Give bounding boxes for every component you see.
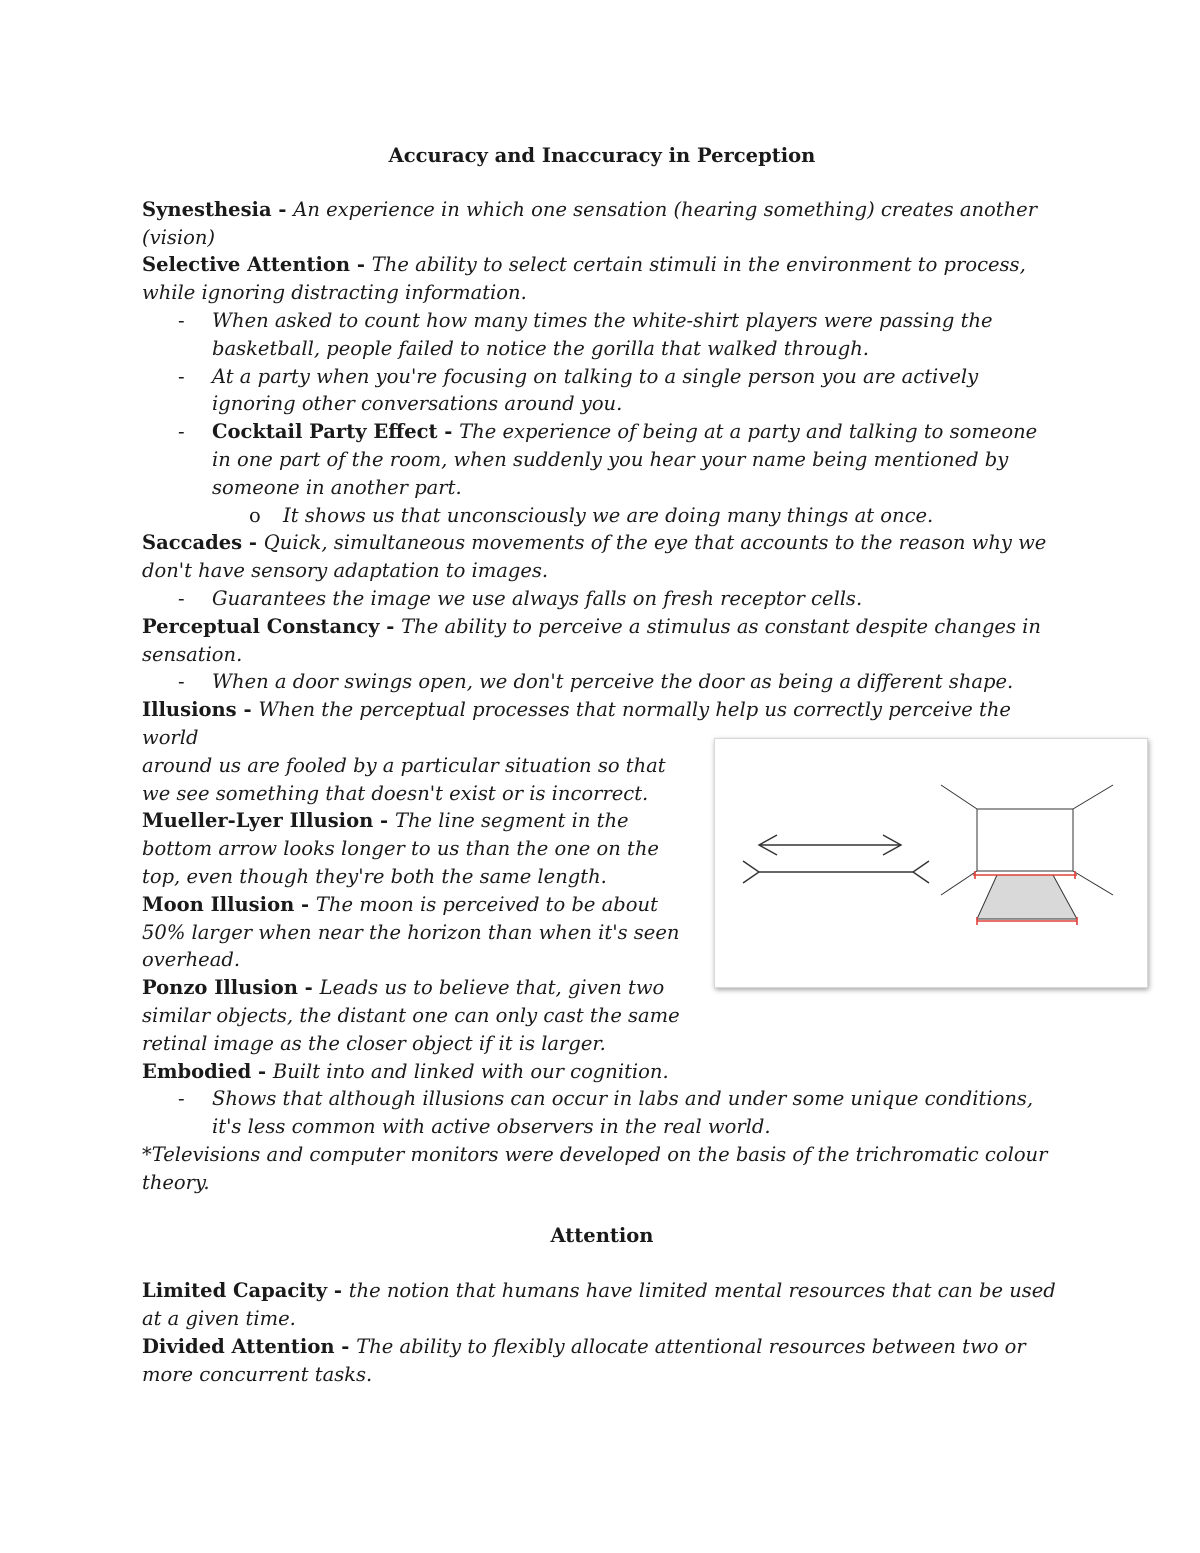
term-perceptual-constancy: Perceptual Constancy - [142,614,402,638]
selective-attention-bullets [142,307,1062,529]
illusions-wrapped-text [142,752,682,1058]
def-illusions-b: around us are fooled by a particular situation so that we see something that doesn't exist or is incorrect. [142,753,666,805]
term-moon-illusion: Moon Illusion - [142,892,316,916]
def-saccades: Quick, simultaneous movements of the eye that accounts to the reason why we don't have sensory adaptation to images. [142,531,1047,583]
def-selective-attention: The ability to select certain stimuli in the environment to process, while ignoring distracting information. [142,253,1026,305]
moon-illusion-entry [142,891,682,974]
term-synesthesia: Synesthesia - [142,197,294,221]
perceptual-constancy-entry [142,613,1062,669]
def-perceptual-constancy: The ability to perceive a stimulus as constant despite changes in sensation. [142,614,1041,666]
document-title: Accuracy and Inaccuracy in Perception [388,144,816,167]
embodied-entry [142,1058,1062,1086]
term-embodied: Embodied - [142,1059,273,1083]
mueller-lyer-top-arrow [759,835,901,855]
list-item: - At a party when you're focusing on talking to a single person you are actively ignoring other conversations around you. [212,363,1062,419]
section-heading-attention: Attention [550,1224,654,1248]
selective-attention-entry [142,251,1062,307]
cocktail-sub-bullets [212,502,1062,530]
def-moon-illusion: The moon is perceived to be about 50% larger when near the horizon than when it's seen overhead. [142,892,680,972]
def-synesthesia: An experience in which one sensation (hearing something) creates another (vision) [142,197,1038,249]
def-divided-attention: The ability to flexibly allocate attentional resources between two or more concurrent tasks. [142,1334,1026,1386]
def-mueller-lyer: The line segment in the bottom arrow looks longer to us than the one on the top, even though they're both the same length. [142,809,659,888]
mueller-lyer-entry [142,807,682,890]
term-ponzo-illusion: Ponzo Illusion - [142,976,320,1000]
ponzo-diagram [941,785,1113,925]
term-selective-attention: Selective Attention - [142,253,372,277]
mueller-lyer-bottom-arrow [743,861,929,883]
list-item: - When asked to count how many times the white-shirt players were passing the basketball, people failed to notice the gorilla that walked through. [212,307,1062,363]
def-limited-capacity: the notion that humans have limited mental resources that can be used at a given time. [142,1279,1056,1331]
embodied-bullets [142,1085,1062,1141]
saccades-entry [142,529,1062,585]
list-item: o It shows us that unconsciously we are doing many things at once. [283,502,1062,530]
list-item: - When a door swings open, we don't perceive the door as being a different shape. [212,668,1062,696]
list-item: - Guarantees the image we use always falls on fresh receptor cells. [212,585,1062,613]
saccades-bullets [142,585,1062,613]
ponzo-illusion-entry [142,974,682,1057]
mueller-lyer-diagram [743,835,929,883]
illusions-figure-drawing [715,739,1147,987]
term-saccades: Saccades - [142,531,264,555]
list-item [212,418,1062,529]
term-cocktail-party: Cocktail Party Effect - [212,420,460,444]
term-illusions: Illusions - [142,698,259,722]
def-ponzo-illusion: Leads us to believe that, given two similar objects, the distant one can only cast the same retinal image as the closer object if it is larger. [142,976,680,1055]
constancy-bullets [142,668,1062,696]
term-mueller-lyer: Mueller-Lyer Illusion - [142,809,395,833]
divided-attention-entry [142,1333,1062,1389]
limited-capacity-entry [142,1277,1062,1333]
term-divided-attention: Divided Attention - [142,1334,357,1358]
trichromatic-note: *Televisions and computer monitors were developed on the basis of the trichromatic colour theory. [142,1142,1048,1194]
def-cocktail-party: The experience of being at a party and talking to someone in one part of the room, when suddenly you hear your name being mentioned by someone in another part. [212,420,1038,499]
list-item: - Shows that although illusions can occur in labs and under some unique conditions, it's less common with active observers in the real world. [212,1085,1062,1141]
term-limited-capacity: Limited Capacity - [142,1279,349,1303]
synesthesia-entry [142,196,1062,252]
def-illusions-a: When the perceptual processes that normally help us correctly perceive the world [142,698,1011,749]
def-embodied: Built into and linked with our cognition. [272,1059,669,1083]
illusions-figure [714,738,1148,988]
